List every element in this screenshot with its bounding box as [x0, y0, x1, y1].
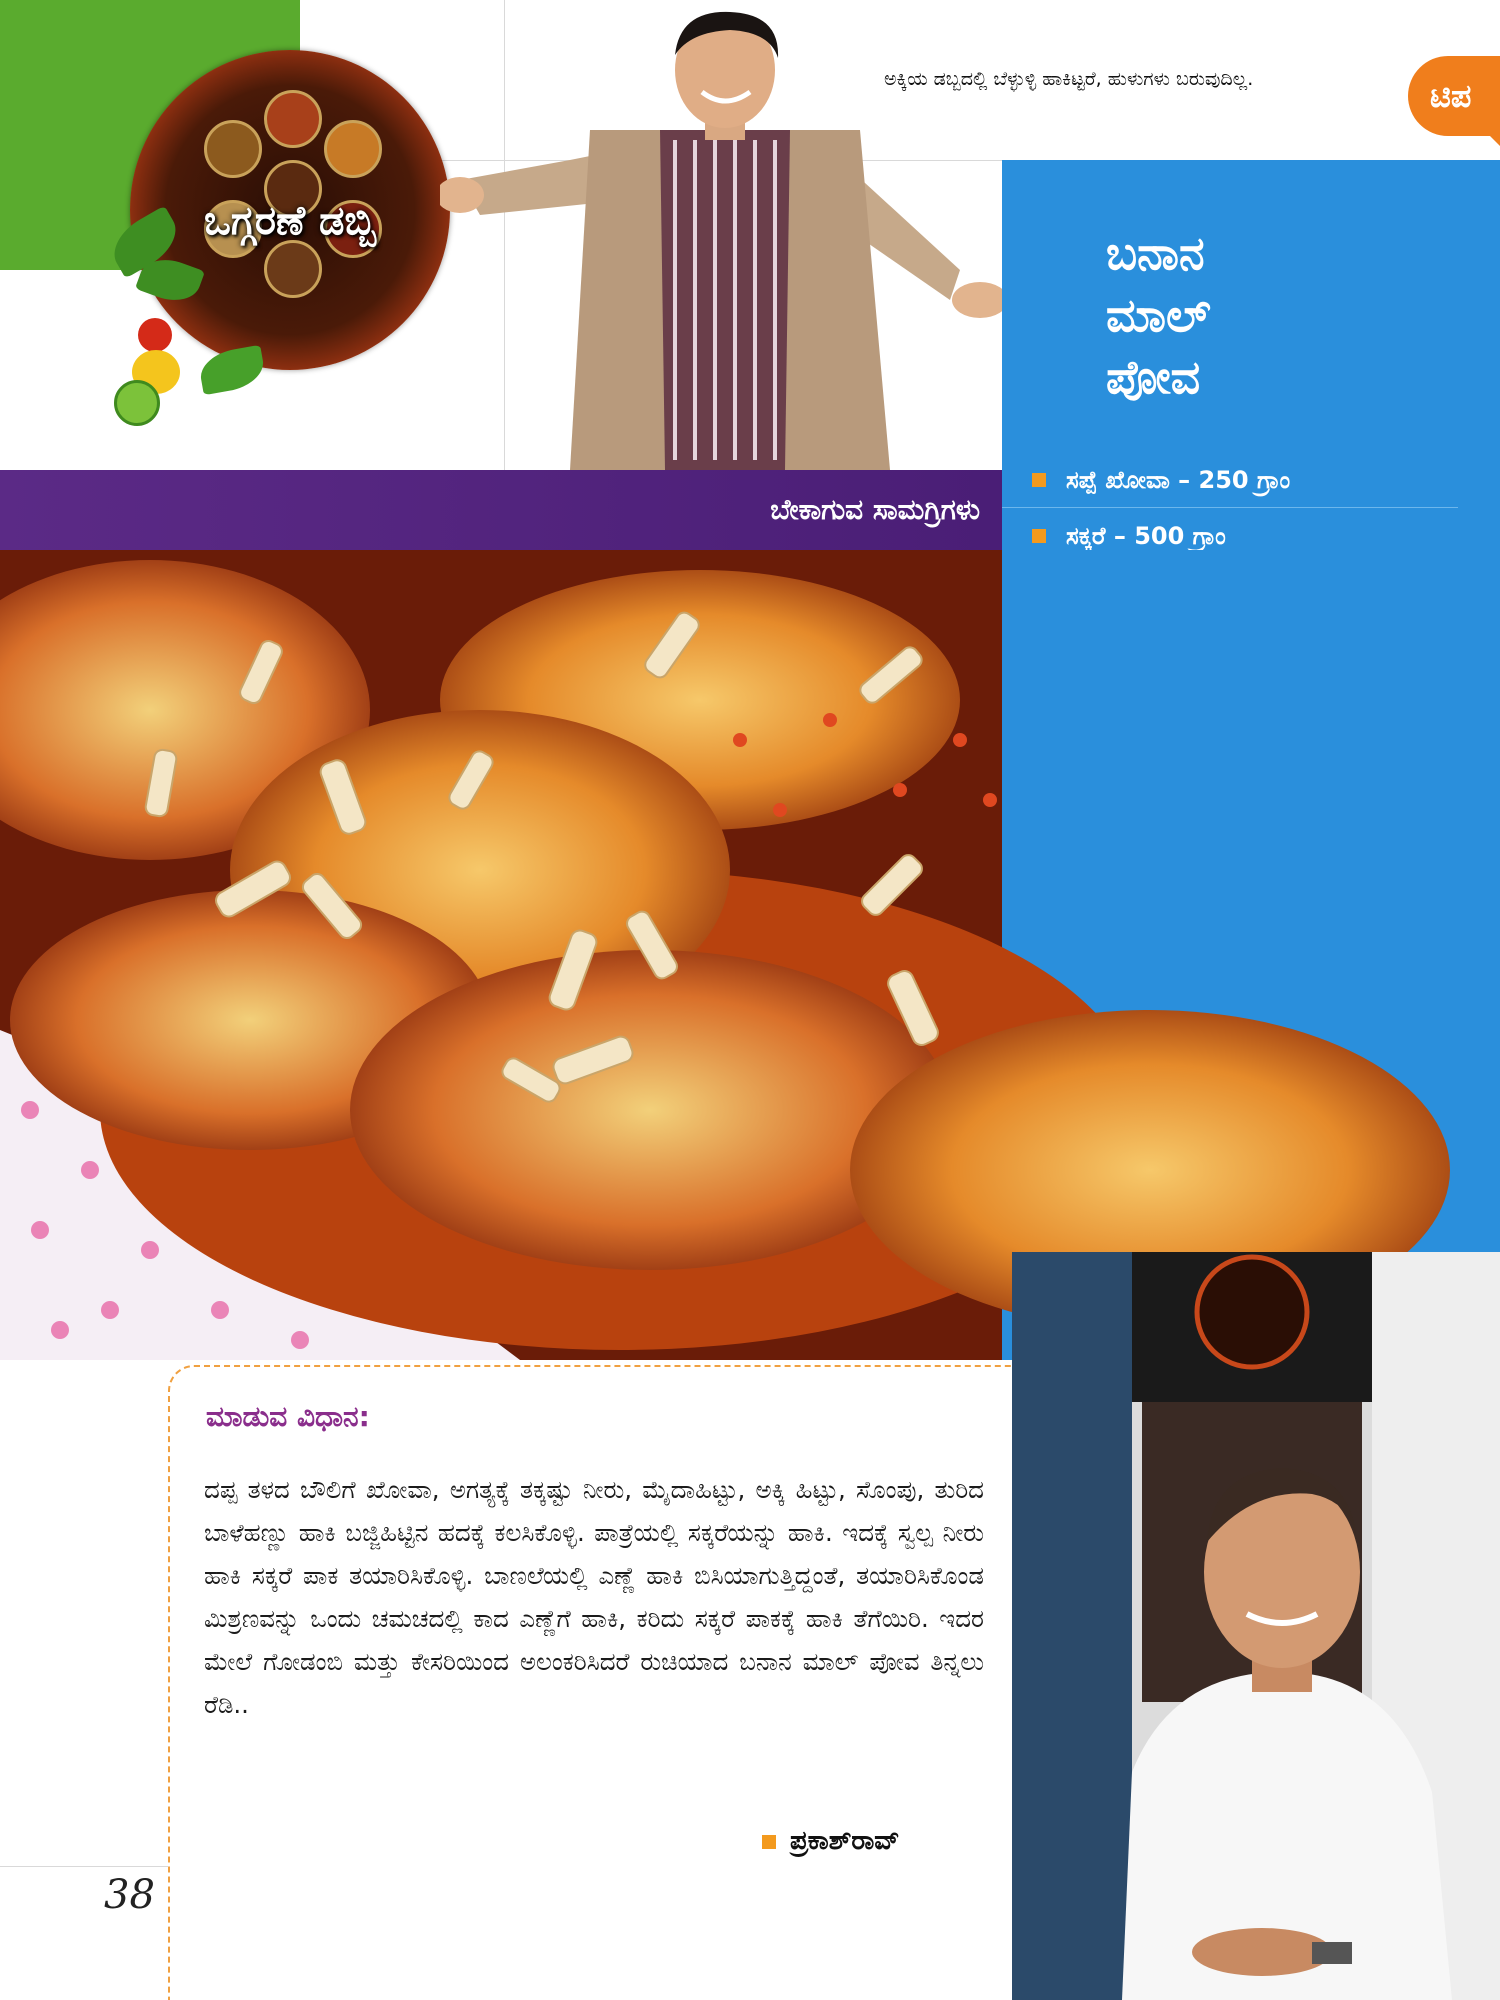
- bullet-icon: [762, 1835, 776, 1849]
- tip-badge: ಟಿಪ: [1408, 56, 1500, 136]
- dish-photo: [0, 550, 1460, 1360]
- logo-title: ಒಗ್ಗರಣೆ ಡಬ್ಬಿ: [204, 198, 376, 244]
- bullet-icon: [1032, 529, 1046, 543]
- tip-badge-tail: [1478, 124, 1500, 146]
- method-title: ಮಾಡುವ ವಿಧಾನ:: [206, 1400, 370, 1433]
- show-logo: [100, 50, 480, 430]
- ingredient-label: ಸಕ್ಕರೆ – 500 ಗ್ರಾಂ: [1066, 521, 1226, 550]
- recipe-title-line: ಪೋವ: [1106, 350, 1201, 404]
- spice-bowl: [264, 90, 322, 148]
- spice-bowl: [204, 120, 262, 178]
- author-name: ಪ್ರಕಾಶ್‌ರಾವ್: [790, 1826, 900, 1856]
- method-body: ದಪ್ಪ ತಳದ ಬೌಲಿಗೆ ಖೋವಾ, ಅಗತ್ಯಕ್ಕೆ ತಕ್ಕಷ್ಟು ನೀರು, ಮೈದಾಹಿಟ್ಟು, ಅಕ್ಕಿ ಹಿಟ್ಟು, ಸೊಂಪು, ತುರಿದ ಬಾಳೆಹಣ್ಣು ಹಾಕಿ ಬಜ್ಜಿಹಿಟ್ಟಿನ ಹದಕ್ಕೆ ಕಲಸಿಕೊಳ್ಳಿ. ಪಾತ್ರೆಯಲ್ಲಿ ಸಕ್ಕರೆಯನ್ನು ಹಾಕಿ. ಇದಕ್ಕೆ ಸ್ವಲ್ಪ ನೀರು ಹಾಕಿ ಸಕ್ಕರೆ ಪಾಕ ತಯಾರಿಸಿಕೊಳ್ಳಿ. ಬಾಣಲೆಯಲ್ಲಿ ಎಣ್ಣೆ ಹಾಕಿ ಬಿಸಿಯಾಗುತ್ತಿದ್ದಂತೆ, ತಯಾರಿಸಿಕೊಂಡ ಮಿಶ್ರಣವನ್ನು ಒಂದು ಚಮಚದಲ್ಲಿ ಕಾದ ಎಣ್ಣೆಗೆ ಹಾಕಿ, ಕರಿದು ಸಕ್ಕರೆ ಪಾಕಕ್ಕೆ ಹಾಕಿ ತೆಗೆಯಿರಿ. ಇದರ ಮೇಲೆ ಗೋಡಂಬಿ ಮತ್ತು ಕೇಸರಿಯಿಂದ ಅಲಂಕರಿಸಿದರೆ ರುಚಿಯಾದ ಬನಾನ ಮಾಲ್ ಪೋವ ತಿನ್ನಲು ರೆಡಿ..: [204, 1475, 984, 1719]
- coriander-leaf: [197, 345, 267, 396]
- recipe-title-line: ಮಾಲ್: [1106, 288, 1211, 342]
- ingredients-heading: ಬೇಕಾಗುವ ಸಾಮಗ್ರಿಗಳು: [770, 493, 980, 526]
- tomato-icon: [138, 318, 172, 352]
- spice-bowl: [324, 120, 382, 178]
- lime-icon: [114, 380, 160, 426]
- bullet-icon: [1032, 473, 1046, 487]
- spice-bowl: [264, 240, 322, 298]
- recipe-title: [1106, 222, 1486, 408]
- ingredient-label: ಸಪ್ಪೆ ಖೋವಾ – 250 ಗ್ರಾಂ: [1066, 465, 1291, 494]
- recipe-title-line: ಬನಾನ: [1106, 226, 1205, 280]
- ingredient-item: [1002, 452, 1458, 508]
- author-credit: [762, 1826, 1002, 1857]
- grid-line: [0, 1866, 168, 1867]
- page-number: 38: [104, 1872, 155, 1918]
- tip-text: ಅಕ್ಕಿಯ ಡಬ್ಬದಲ್ಲಿ ಬೆಳ್ಳುಳ್ಳಿ ಹಾಕಿಟ್ಟರೆ, ಹುಳುಗಳು ಬರುವುದಿಲ್ಲ.: [884, 68, 1254, 90]
- chef-photo: [1012, 1252, 1500, 2000]
